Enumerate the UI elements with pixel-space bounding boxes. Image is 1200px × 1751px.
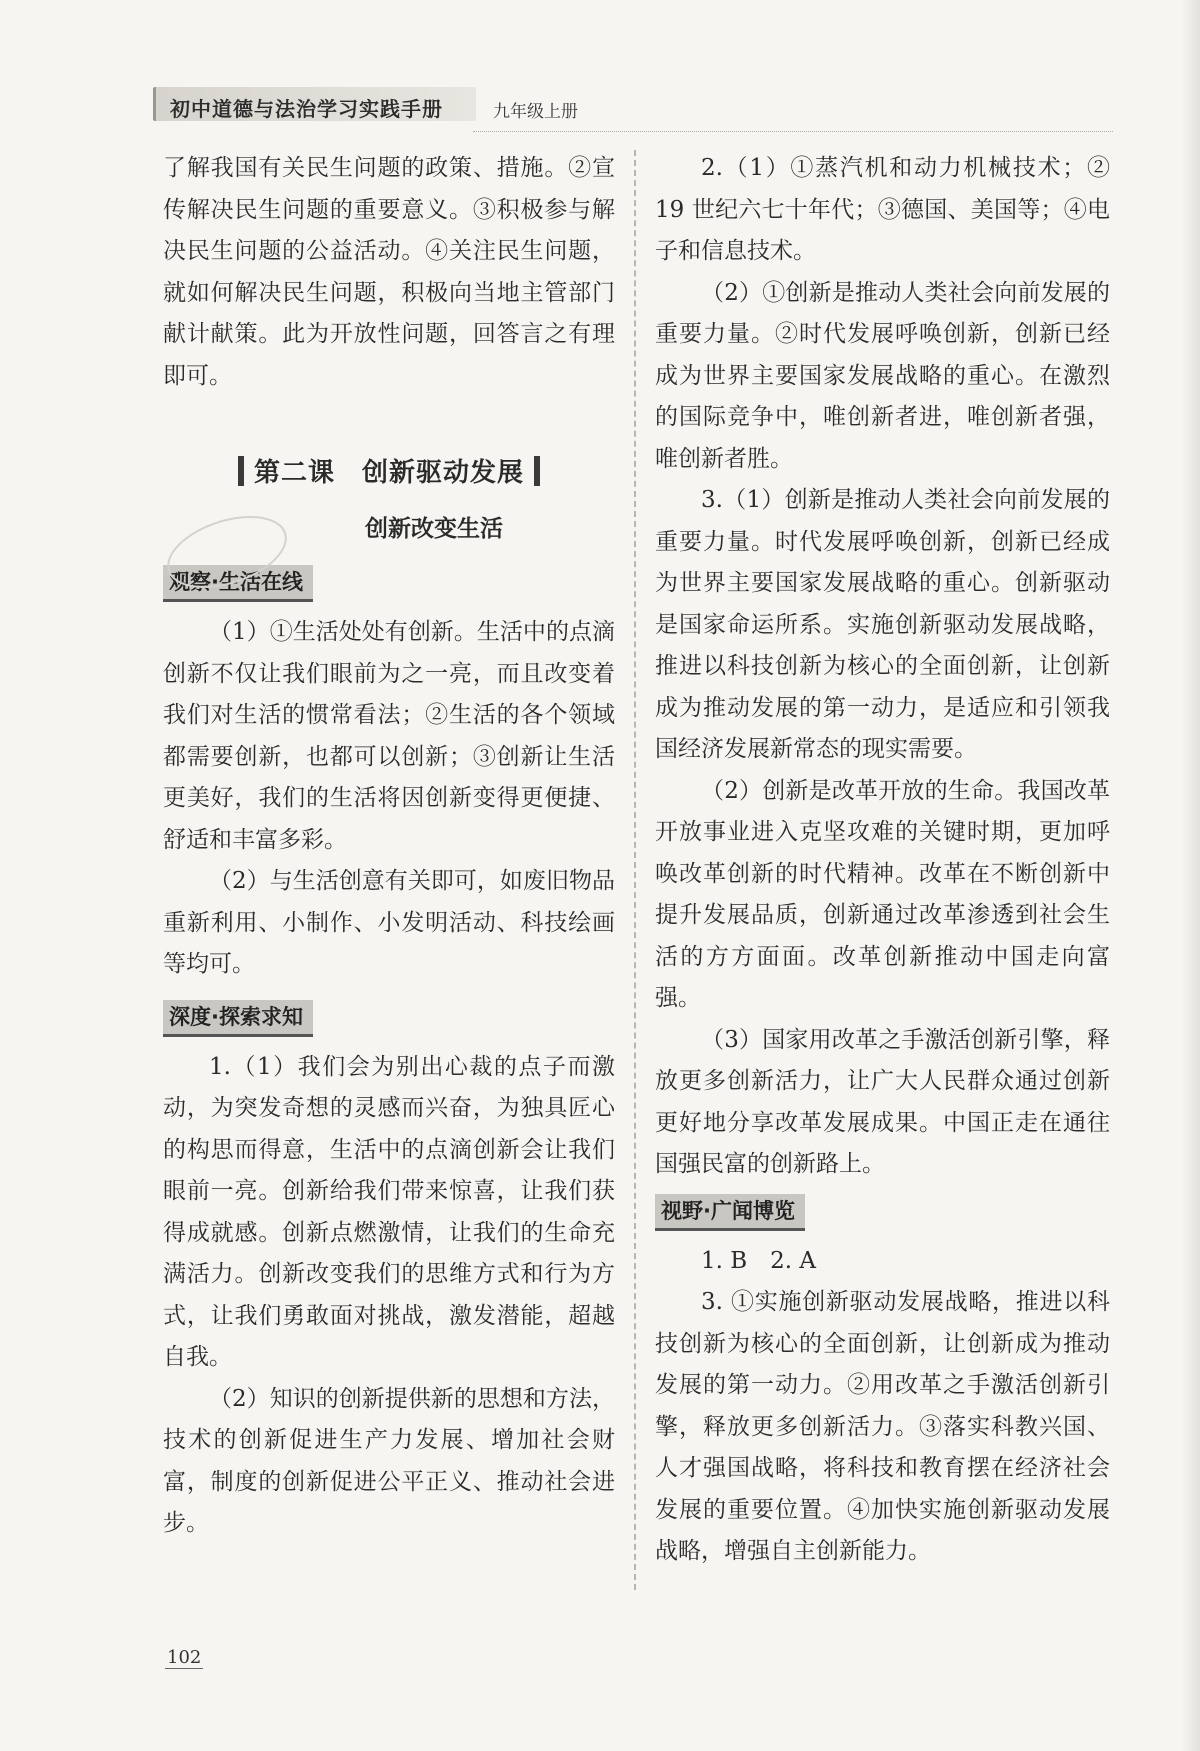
paragraph: （2）创新是改革开放的生命。我国改革开放事业进入克坚攻难的关键时期，更加呼唤改革创新的时代精神。改革在不断创新中提升发展品质，创新通过改革渗透到社会生活的方方面面。改革创新推动中国走向富强。 bbox=[655, 777, 1110, 1011]
page-spine-shadow bbox=[1182, 0, 1200, 1751]
paragraph: 3.（1）创新是推动人类社会向前发展的重要力量。时代发展呼唤创新，创新已经成为世界主要国家发展战略的重心。创新驱动是国家命运所系。实施创新驱动发展战略，推进以科技创新为核心的全面创新，让创新成为推动发展的第一动力，是适应和引领我国经济发展新常态的现实需要。 bbox=[655, 487, 1110, 762]
title-bar-left bbox=[238, 456, 244, 486]
page-header bbox=[153, 85, 1113, 129]
answer-line: 1. B 2. A bbox=[701, 1247, 817, 1274]
lesson-title bbox=[163, 451, 615, 495]
header-divider bbox=[473, 131, 1113, 132]
title-bar-right bbox=[534, 456, 540, 486]
book-title: 初中道德与法治学习实践手册 bbox=[170, 97, 443, 121]
paragraph: （2）知识的创新提供新的思想和方法，技术的创新促进生产力发展、增加社会财富，制度的创新促进公平正义、推动社会进步。 bbox=[163, 1385, 615, 1536]
lesson-title-text: 第二课 创新驱动发展 bbox=[253, 458, 524, 488]
right-column bbox=[655, 148, 1110, 1573]
section-tag-explore: 深度·探索求知 bbox=[163, 1000, 313, 1037]
section-tag-vision: 视野·广闻博览 bbox=[655, 1194, 805, 1231]
section-tag-observe: 观察·生活在线 bbox=[163, 565, 313, 602]
paragraph: 2.（1）①蒸汽机和动力机械技术；② 19 世纪六七十年代；③德国、美国等；④电子和信息技术。 bbox=[655, 155, 1110, 264]
section-subtitle: 创新改变生活 bbox=[365, 516, 503, 542]
paragraph: （2）①创新是推动人类社会向前发展的重要力量。②时代发展呼唤创新，创新已经成为世界主要国家发展战略的重心。在激烈的国际竞争中，唯创新者进，唯创新者强，唯创新者胜。 bbox=[655, 279, 1110, 472]
column-divider bbox=[634, 150, 636, 1590]
grade-label: 九年级上册 bbox=[493, 102, 578, 122]
paragraph: 1.（1）我们会为别出心裁的点子而激动，为突发奇想的灵感而兴奋，为独具匠心的构思而得意，生活中的点滴创新会让我们眼前一亮。创新给我们带来惊喜，让我们获得成就感。创新点燃激情，让我们的生命充满活力。创新改变我们的思维方式和行为方式，让我们勇敢面对挑战，激发潜能，超越自我。 bbox=[163, 1053, 615, 1370]
header-banner bbox=[153, 87, 476, 121]
page-number: 102 bbox=[167, 1647, 202, 1668]
left-column bbox=[163, 148, 615, 1545]
paragraph: 了解我国有关民生问题的政策、措施。②宣传解决民生问题的重要意义。③积极参与解决民生问题的公益活动。④关注民生问题，就如何解决民生问题，积极向当地主管部门献计献策。此为开放性问题，回答言之有理即可。 bbox=[163, 155, 615, 389]
paragraph: 3. ①实施创新驱动发展战略，推进以科技创新为核心的全面创新，让创新成为推动发展的第一动力。②用改革之手激活创新引擎，释放更多创新活力。③落实科教兴国、人才强国战略，将科技和教育摆在经济社会发展的重要位置。④加快实施创新驱动发展战略，增强自主创新能力。 bbox=[655, 1289, 1110, 1564]
paragraph: （2）与生活创意有关即可，如废旧物品重新利用、小制作、小发明活动、科技绘画等均可。 bbox=[163, 868, 615, 977]
paragraph: （1）①生活处处有创新。生活中的点滴创新不仅让我们眼前为之一亮，而且改变着我们对生活的惯常看法；②生活的各个领域都需要创新，也都可以创新；③创新让生活更美好，我们的生活将因创新变得更便捷、舒适和丰富多彩。 bbox=[163, 619, 615, 853]
paragraph: （3）国家用改革之手激活创新引擎，释放更多创新活力，让广大人民群众通过创新更好地分享改革发展成果。中国正走在通往国强民富的创新路上。 bbox=[655, 1026, 1110, 1177]
